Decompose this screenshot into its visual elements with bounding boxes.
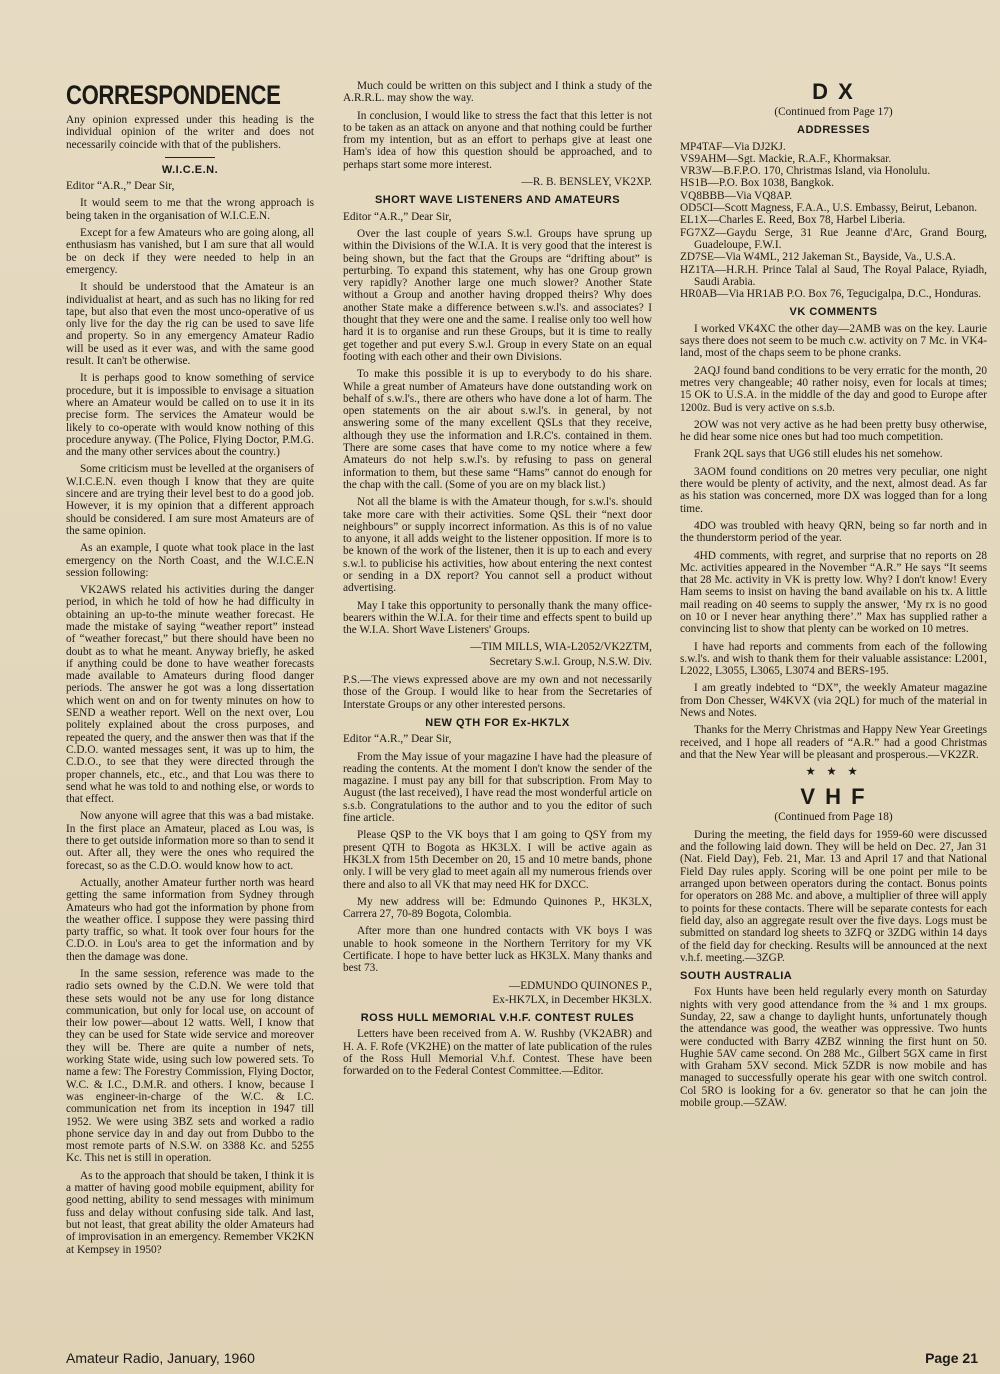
publication-footer: Amateur Radio, January, 1960 [66, 1350, 255, 1366]
address-entry: HZ1TA—H.R.H. Prince Talal al Saud, The Royal Palace, Ryiadh, Saudi Arabia. [680, 263, 987, 288]
paragraph: Letters have been received from A. W. Rushby (VK2ABR) and H. A. F. Rofe (VK2HE) on the matter of late publication of the rules of the Ross Hull Memorial V.h.f. Contest. These have been forwarded on to the Federal Contest Committee.—Editor. [343, 1028, 652, 1078]
signature: —EDMUNDO QUINONES P., [508, 979, 652, 992]
star-divider: ★ ★ ★ [805, 766, 862, 779]
signature: —TIM MILLS, WIA-L2052/VK2ZTM, [470, 641, 652, 654]
page-number: Page 21 [925, 1350, 978, 1366]
letter-title-swl: SHORT WAVE LISTENERS AND AMATEURS [374, 194, 621, 207]
address-entry: VS9AHM—Sgt. Mackie, R.A.F., Khormaksar. [680, 152, 892, 165]
paragraph: It is perhaps good to know something of service procedure, but it is impossible to envisage a situation where an Amateur would be called on to use it in its precise form. The services the Amateur would be likely to co-operate with would know nothing of this procedure anyway. (The Police, Flying Doctor, P.M.G. and the many other services about the country.) [66, 372, 314, 459]
paragraph: As to the approach that should be taken, I think it is a matter of having good mobile equipment, ability for good netting, ability to send messages with minimum fuss and delay without confusing side talk. And last, but not least, that great ability the older Amateurs had of improvisation in an emergency. Remember VK2KN at Kempsey in 1950? [66, 1169, 314, 1256]
disclaimer: Any opinion expressed under this heading is the individual opinion of the writer and does not necessarily coincide with that of the publishers. [66, 114, 314, 151]
letter-title-wicen: W.I.C.E.N. [161, 163, 219, 176]
paragraph: My new address will be: Edmundo Quinones P., HK3LX, Carrera 27, 70-89 Bogota, Colombia. [343, 895, 652, 921]
vk-comments-heading: VK COMMENTS [789, 306, 878, 319]
addresses-heading: ADDRESSES [797, 124, 870, 137]
paragraph: 2OW was not very active as he had been pretty busy otherwise, he did hear some nice ones but had too much competition. [680, 418, 987, 444]
paragraph: As an example, I quote what took place in the last emergency on the North Coast, and the W.I.C.E.N session following: [66, 542, 314, 579]
paragraph: Frank 2QL says that UG6 still eludes his net somehow. [694, 448, 943, 461]
paragraph: Not all the blame is with the Amateur though, for s.w.l's. should take more care with their activities. Some QSL their “next door neighbours” or supply incorrect information. As this is of no value to anyone, it all adds weight to the listener opposition. If more is to be known of the work of the listener, then it is up to each and every s.w.l. to publicise his activities, how about entering the next contest or sending in a DX report? You cannot sell a product without advertising. [343, 496, 652, 595]
dx-section-title: D X [812, 80, 855, 104]
continued-note: (Continued from Page 18) [774, 810, 893, 823]
paragraph: It would seem to me that the wrong approach is being taken in the organisation of W.I.C.E.N. [66, 197, 314, 222]
paragraph: From the May issue of your magazine I have had the pleasure of reading the contents. At the moment I don't know the sender of the magazine. I must pay any bill for that subscription. From May to August (the last received), I have read the most wonderful article on s.s.b. Congratulations to the author and to you the editor of such fine article. [343, 750, 652, 825]
continued-note: (Continued from Page 17) [774, 106, 893, 118]
address-entry: OD5CI—Scott Magness, F.A.A., U.S. Embassy, Beirut, Lebanon. [680, 202, 978, 215]
address-entry: VQ8BBB—Via VQ8AP. [680, 189, 793, 202]
letter-title-qth: NEW QTH FOR Ex-HK7LX [425, 716, 570, 729]
salutation: Editor “A.R.,” Dear Sir, [66, 180, 175, 193]
address-entry: MP4TAF—Via DJ2KJ. [680, 140, 786, 153]
divider [165, 157, 215, 158]
paragraph: VK2AWS related his activities during the danger period, in which he told of how he had difficulty in obtaining an up-to-the minute weather forecast. He made the mistake of saying “weather report” instead of “weather forecast,” but there should have been no doubt as to what he meant. Anyway briefly, he asked if anything could be done to have weather forecasts made available to Amateurs during flood danger periods. The answer he got was a long dissertation which went on and on for twenty minutes on how to SEND a weather report. Well on the next over, Lou politely explained about the cross purposes, and repeated the query, and the answer then was that if the C.D.O. wanted messages sent, it was up to him, the C.D.O., to see that they were directed through the proper channels, etc., etc., and that Lou was there to send what he was told to and nothing else, or words to that effect. [66, 584, 314, 806]
paragraph: Actually, another Amateur further north was heard getting the same information from Sydney through Amateurs who had got the information by phone from the weather office. I suppose they were passing third party traffic, so what. It took over four hours for the C.D.O. in Lou's area to get the information and by then the damage was done. [66, 876, 314, 963]
address-entry: VR3W—B.F.P.O. 170, Christmas Island, via Honolulu. [680, 165, 931, 178]
address-entry: HS1B—P.O. Box 1038, Bangkok. [680, 177, 835, 190]
paragraph: May I take this opportunity to personally thank the many office-bearers within the W.I.A. for their time and effects spent to build up the W.I.A. Short Wave Listeners' Groups. [343, 599, 652, 637]
paragraph: I worked VK4XC the other day—2AMB was on the key. Laurie says there does not seem to be much c.w. activity on 7 Mc. in VK4-land, most of the chaps seem to be phone cranks. [680, 322, 987, 360]
paragraph: In the same session, reference was made to the radio sets owned by the C.D.N. We were told that these sets would not be any use for long distance communication, but only for local use, on account of their low power—about 12 watts. Well, I know that they can be used for State wide service and moreover they will be. There are quite a number of nets, working State wide, using such low powered sets. To name a few: The Forestry Commission, Flying Doctor, W.C. & I.C., D.M.R. and others. I know, because I was engineer-in-charge of the W.C. & I.C. communication net from its inception in 1947 till 1952. We were using 3BZ sets and worked a radio phone service day in and day out from Dubbo to the most remote parts of N.S.W. on 3388 Kc. and 5255 Kc. This net is still in operation. [66, 968, 314, 1165]
south-australia-heading: SOUTH AUSTRALIA [680, 970, 793, 983]
paragraph: Fox Hunts have been held regularly every month on Saturday nights with very good attendance from the ¾ and 1 mx groups. Sunday, 22, saw a change to daylight hunts, unfortunately though the attendance was good, the weather was oppressive. Two hunts were conducted with Barry 4ZBZ winning the first hunt on 50. Hughie 5AV came second. On 288 Mc., Gilbert 5GX came in first with Graham 5XV second. Mick 5ZDR is now mobile and has managed to successfully operate his gear with one switch control. Col 5RO is looking for a 6v. generator so that he can join the mobile group.—5ZAW. [680, 986, 987, 1110]
paragraph: After more than one hundred contacts with VK boys I was unable to hook someone in the Northern Territory for my VK Certificate. I hope to have better luck as HK3LX. Many thanks and best 73. [343, 925, 652, 975]
address-list [680, 141, 987, 301]
paragraph: 3AOM found conditions on 20 metres very peculiar, one night there would be plenty of activity, and the next, almost dead. As far as his station was concerned, more DX was logged than for a long time. [680, 465, 987, 515]
paragraph: 4HD comments, with regret, and surprise that no reports on 28 Mc. activities appeared in the November “A.R.” He says “It seems that 28 Mc. activity in VK is pretty low. Why? I don't know! Every Ham seems to insist on having the band available on his tx. A little mail reading on 40 seems to supply the answer, ‘My rx is no good on 10 or I never hear anything there’.” Max has supplied rather a convincing list to show that plenty can be worked on 10 metres. [680, 549, 987, 636]
postscript: P.S.—The views expressed above are my own and not necessarily those of the Group. I would like to hear from the Secretaries of Interstate Groups or any other interested persons. [343, 674, 652, 711]
page-title: CORRESPONDENCE [66, 80, 281, 110]
paragraph: In conclusion, I would like to stress the fact that this letter is not to be taken as an attack on anyone and that nothing could be further from my intention, but as an effort to perhaps give at least one Ham's idea of how this question should be approached, and to perhaps start some more interest. [343, 109, 652, 171]
signature-affiliation: Ex-HK7LX, in December HK3LX. [492, 993, 652, 1006]
address-entry: EL1X—Charles E. Reed, Box 78, Harbel Liberia. [680, 214, 906, 227]
salutation: Editor “A.R.,” Dear Sir, [343, 210, 452, 223]
letter-title-ross-hull: ROSS HULL MEMORIAL V.H.F. CONTEST RULES [360, 1012, 635, 1025]
column-3 [680, 80, 987, 1334]
paragraph: I have had reports and comments from each of the following s.w.l's. and wish to thank them for their valuable assistance: L2001, L2022, L3055, L3065, L3074 and BERS-195. [680, 640, 987, 678]
signature-affiliation: Secretary S.w.l. Group, N.S.W. Div. [489, 655, 652, 668]
address-entry: FG7XZ—Gaydu Serge, 31 Rue Jeanne d'Arc, Grand Bourg, Guadeloupe, F.W.I. [680, 226, 987, 251]
paragraph: Please QSP to the VK boys that I am going to QSY from my present QTH to Bogota as HK3LX. I will be active again as HK3LX from 15th December on 20, 15 and 10 metre bands, phone only. I will be very glad to meet again all my numerous friends over there and also to all VK that may need HK for DXCC. [343, 829, 652, 891]
address-entry: ZD7SE—Via W4ML, 212 Jakeman St., Bayside, Va., U.S.A. [680, 251, 956, 264]
address-entry: HR0AB—Via HR1AB P.O. Box 76, Tegucigalpa, D.C., Honduras. [680, 288, 982, 301]
paragraph: It should be understood that the Amateur is an individualist at heart, and as such has no liking for red tape, but also that even the most unco-operative of us only live for the day the rig can be used to save life and property. So in any emergency Amateur Radio will be used as it ever was, and with the same good result. It can't be otherwise. [66, 281, 314, 368]
paragraph: I am greatly indebted to “DX”, the weekly Amateur magazine from Don Chesser, W4KVX (via 2QL) for much of the material in News and Notes. [680, 682, 987, 720]
paragraph: Some criticism must be levelled at the organisers of W.I.C.E.N. even though I know that they are quite sincere and are trying their level best to do a good job. However, it is my opinion that a different approach should be considered. I am sure most Amateurs are of the same opinion. [66, 463, 314, 537]
column-2 [343, 80, 652, 1334]
paragraph: To make this possible it is up to everybody to do his share. While a great number of Amateurs have done outstanding work on behalf of s.w.l's., there are others who have done a lot of harm. The open statements on the air about s.w.l's. in general, by not answering some of the many excellent QSLs that they receive, although they use the information and I.R.C's. contained in them. There are some cases that have come to my notice where a few Amateurs do not help s.w.l's. by refusing to pass on general information to them, but these same “Hams” cannot do enough for the chap with the call. (Some of you are on my black list.) [343, 368, 652, 491]
paragraph: Thanks for the Merry Christmas and Happy New Year Greetings received, and I hope all readers of “A.R.” had a good Christmas and that the New Year will be pleasant and prosperous.—VK2ZR. [680, 724, 987, 761]
vhf-section-title: V H F [800, 783, 867, 809]
column-1 [66, 80, 314, 1334]
signature: —R. B. BENSLEY, VK2XP. [521, 176, 652, 189]
paragraph: During the meeting, the field days for 1959-60 were discussed and the following laid down. They will be held on Dec. 27, Jan 31 (Nat. Field Day), Feb. 21, Mar. 13 and April 17 and that National Field Day rules apply. Scoring will be one point per mile to be arranged upon between operators during the contact. Bonus points for operators on 288 Mc. and above, a multiplier of three will apply to points for these contacts. There will be separate contests for each field day, also an aggregate result over the five days. Logs must be submitted on standard log sheets to 3ZFQ or 3ZDG within 14 days of the field day for checking. Results will be announced at the next v.h.f. meeting.—3ZGP. [680, 828, 987, 964]
paragraph: 4DO was troubled with heavy QRN, being so far north and in the thunderstorm period of the year. [680, 519, 987, 545]
salutation: Editor “A.R.,” Dear Sir, [343, 733, 452, 746]
paragraph: Over the last couple of years S.w.l. Groups have sprung up within the Divisions of the W.I.A. It is very good that the interest is being shown, but the fact that the Groups are “drifting about” is perturbing. To expand this statement, why has one Group grown very rapidly? Another large one much slower? Another State without a Group and another having dropped theirs? Why does another State make a difference between s.w.l's. and associates? I thought that they were one and the same. I realise only too well how hard it is to organise and run these Groups, but it is time to really get together and put every S.w.l. Group in every State on an equal footing with each other and their own Divisions. [343, 227, 652, 363]
paragraph: Much could be written on this subject and I think a study of the A.R.R.L. may show the way. [343, 80, 652, 105]
paragraph: 2AQJ found band conditions to be very erratic for the month, 20 metres very changeable; 40 rather noisy, even for locals at times; 15 OK to U.S.A. in the middle of the day and good to Europe after 1200z. Bud is very active on s.s.b. [680, 364, 987, 414]
paragraph: Now anyone will agree that this was a bad mistake. In the first place an Amateur, placed as Lou was, is there to get outside information more so than to send it out. After all, they were the ones who required the forecast, so as the C.D.O. would know how to act. [66, 810, 314, 872]
paragraph: Except for a few Amateurs who are going along, all enthusiasm has vanished, but I am sure that all would be on deck if they were needed to help in an emergency. [66, 227, 314, 276]
